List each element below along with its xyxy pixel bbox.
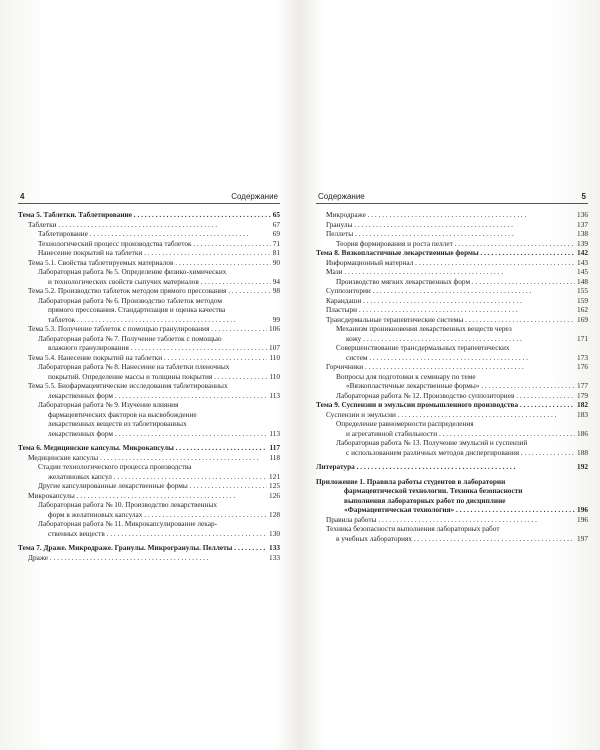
toc-entry [316,220,588,230]
toc-page-number: 159 [577,295,588,305]
toc-entry [18,248,280,258]
toc-entry-title: Приложение 1. Правила работы студентов в лаборатории [316,476,506,486]
toc-entry-title: кожу . . . [346,334,575,344]
toc-page-number: 65 [272,210,280,219]
toc-entry-title: Тема 5.3. Получение таблеток с помощью гранулирования . . . [28,324,267,334]
toc-page-number: 169 [577,314,588,324]
toc-entry-title: фармацевтической технологии. Техника безопасности [344,486,523,495]
toc-entry [18,296,280,306]
toc-page-number: 113 [269,428,280,438]
toc-entry [18,429,280,439]
toc-entry-title: Лабораторная работа № 11. Микрокапсулирование лекар- [38,519,218,528]
toc-page-number: 118 [269,452,280,462]
toc-entry-title: Определение равномерности распределения [336,419,474,428]
toc-page-number: 142 [577,248,588,257]
toc-page-number: 107 [269,343,280,352]
toc-entry [316,210,588,220]
toc-entry [18,553,280,563]
toc-entry-title: Технологический процесс производства таблеток . . . [38,239,271,249]
toc-page-number: 186 [577,428,588,438]
toc-entry-title: Пластыри . . . [326,305,575,315]
toc-entry [18,277,280,287]
toc-entry-title: Лабораторная работа № 6. Производство таблеток методом [38,295,222,305]
toc-entry-title: желатиновых капсул . . . [48,472,267,482]
toc-entry [18,519,280,529]
toc-entry [316,534,588,544]
toc-entry-title: Микродраже . . . [326,210,575,220]
toc-entry [18,315,280,325]
toc-page-number: 98 [272,286,280,295]
toc-entry-title: Лабораторная работа № 8. Нанесение на таблетки пленочных [38,362,230,371]
toc-page-number: 196 [577,514,588,524]
toc-entry [18,510,280,520]
toc-entry [316,324,588,334]
toc-entry-title: Гранулы . . . [326,220,575,230]
toc-entry-title: Тема 7. Драже. Микродраже. Гранулы. Микрогранулы. Пеллеты . . . [18,543,267,553]
toc-entry [316,505,588,515]
right-page [316,190,588,543]
toc-entry [316,524,588,534]
toc-page-number: 106 [269,324,280,333]
toc-entry-title: выполнения лабораторных работ по дисциплине [344,495,506,505]
toc-entry [18,353,280,363]
toc-page-number: 137 [577,219,588,229]
toc-page-number: 179 [577,390,588,400]
toc-entry-title: лекарственных форм . . . [48,429,267,439]
toc-entry-title: Совершенствование трансдермальных терапевтических [336,343,510,352]
toc-entry [18,334,280,344]
toc-entry [18,258,280,268]
toc-entry-title: Теория формирования и роста пеллет . . . [336,239,575,249]
toc-entry [316,296,588,306]
toc-entry-title: лекарственных веществ из таблетированных [48,419,187,428]
toc-entry [316,438,588,448]
toc-entry-title: форм в желатиновых капсулах . . . [48,510,267,520]
toc-page-number: 130 [269,528,280,538]
toc-entry [18,543,280,553]
toc-entry-title: Техника безопасности выполнения лабораторных работ [326,524,500,533]
toc-entry-title: Лабораторная работа № 5. Определение физико-химических [38,267,227,276]
toc-entry-title: Вопросы для подготовки к семинару по теме [336,371,476,381]
toc-entry [18,410,280,420]
toc-entry [316,315,588,325]
toc-page-number: 192 [577,462,588,471]
toc-entry [18,400,280,410]
toc-page-number: 128 [269,509,280,519]
toc-page-number: 94 [272,276,280,286]
toc-entry-title: в учебных лабораториях . . . [336,534,575,544]
toc-entry [316,372,588,382]
toc-entry [18,491,280,501]
toc-entry-title: Суспензии и эмульсии . . . [326,410,575,420]
toc-page-number: 143 [577,257,588,267]
toc-entry-title: Тема 5. Таблетки. Таблетирование . . . [18,210,271,220]
left-page-header [18,190,280,204]
toc-entry-title: Тема 5.5. Биофармацевтические исследования таблетированных [28,381,228,390]
toc-entry [18,453,280,463]
toc-entry [316,462,588,472]
left-page [18,190,280,562]
left-page-number: 4 [20,192,25,201]
toc-page-number: 133 [269,543,280,552]
toc-entry-title: и технологических свойств сыпучих материалов . . . [48,277,271,287]
toc-entry [316,496,588,506]
toc-entry-title: Микрокапсулы . . . [28,491,267,501]
toc-entry [316,248,588,258]
toc-page-number: 155 [577,286,588,295]
toc-page-number: 117 [269,443,280,452]
toc-entry [316,362,588,372]
toc-entry [18,462,280,472]
toc-entry-title: Другие капсулированные лекарственные формы . . . [38,481,267,491]
toc-entry [316,239,588,249]
toc-page-number: 176 [577,362,588,371]
toc-entry-title: влажного гранулирования . . . [48,343,267,353]
toc-entry [316,267,588,277]
toc-entry-title: Механизм проникновения лекарственных веществ через [336,324,512,333]
toc-entry [18,210,280,220]
toc-page-number: 126 [269,490,280,500]
toc-entry-title: Лабораторная работа № 9. Изучение влияния [38,400,179,409]
toc-entry-title: Стадии технологического процесса производства [38,462,192,471]
toc-entry [316,334,588,344]
toc-page-number: 81 [272,248,280,257]
toc-entry [316,353,588,363]
toc-entry-title: «Вязкопластичные лекарственные формы» . . . [346,381,575,391]
toc-entry [18,324,280,334]
toc-page-number: 145 [577,267,588,276]
toc-page-number: 110 [269,371,280,381]
right-header-title: Содержание [318,192,365,201]
toc-entry-title: Медицинские капсулы . . . [28,453,267,463]
toc-entry-title: Карандаши . . . [326,296,575,306]
toc-entry [18,419,280,429]
toc-page-number: 125 [269,481,280,490]
toc-entry [18,220,280,230]
toc-entry [316,429,588,439]
toc-entry [18,305,280,315]
toc-entry [316,419,588,429]
toc-entry [18,472,280,482]
toc-entry-title: таблеток . . . [48,315,271,325]
toc-entry-title: Нанесение покрытий на таблетки . . . [38,248,271,258]
toc-entry-title: Тема 5.1. Свойства таблетируемых материалов . . . [28,258,271,268]
toc-entry [18,529,280,539]
toc-entry [316,258,588,268]
toc-entry-title: Лабораторная работа № 13. Получение эмульсий и суспензий [336,438,528,447]
toc-page-number: 197 [577,533,588,543]
toc-entry [316,343,588,353]
toc-page-number: 99 [272,314,280,324]
toc-entry-title: Тема 5.2. Производство таблеток методом прямого прессования . . . [28,286,271,296]
toc-page-number: 183 [577,409,588,419]
right-toc [316,210,588,543]
toc-entry [316,486,588,496]
toc-entry [18,443,280,453]
toc-page-number: 110 [269,352,280,362]
toc-page-number: 121 [269,471,280,481]
toc-page-number: 171 [577,333,588,343]
toc-entry-title: Суппозитории . . . [326,286,575,296]
toc-entry-title: систем . . . [346,353,575,363]
toc-page-number: 162 [577,305,588,314]
toc-page-number: 196 [577,505,588,514]
toc-entry [316,400,588,410]
toc-entry-title: Лабораторная работа № 7. Получение таблеток с помощью [38,333,222,343]
toc-entry-title: Горчичники . . . [326,362,575,372]
toc-page-number: 133 [269,552,280,562]
toc-entry-title: Лабораторная работа № 10. Производство лекарственных [38,500,218,509]
toc-entry-title: покрытий. Определение массы и толщины покрытия . . . [48,372,267,382]
toc-page-number: 182 [577,400,588,409]
toc-entry-title: Тема 6. Медицинские капсулы. Микрокапсулы . . . [18,443,267,453]
toc-entry-title: и агрегативной стабильности . . . [346,429,575,439]
toc-entry [18,239,280,249]
toc-page-number: 177 [577,381,588,390]
toc-entry-title: Информационный материал . . . [326,258,575,268]
toc-entry-title: Правила работы . . . [326,515,575,525]
toc-entry [18,267,280,277]
toc-page-number: 148 [577,276,588,286]
toc-entry [316,515,588,525]
toc-entry-title: прямого прессования. Стандартизация и оценка качества [48,305,226,314]
toc-entry-title: с использованием различных методов диспергирования . . . [346,448,575,458]
toc-page-number: 71 [272,238,280,248]
toc-entry [316,448,588,458]
toc-page-number: 139 [577,238,588,248]
toc-entry-title: Таблетирование . . . [38,229,271,239]
toc-entry-title: Таблетки . . . [28,220,271,230]
toc-entry [316,229,588,239]
toc-entry [316,477,588,487]
toc-entry-title: Лабораторная работа № 12. Производство суппозиториев . . . [336,391,575,401]
toc-entry [18,481,280,491]
toc-entry [316,381,588,391]
toc-entry-title: Мази . . . [326,267,575,277]
toc-entry-title: Пеллеты . . . [326,229,575,239]
left-header-title: Содержание [231,192,278,201]
toc-entry [18,343,280,353]
left-toc [18,210,280,562]
toc-page-number: 90 [272,257,280,267]
toc-entry [18,381,280,391]
toc-page-number: 173 [577,352,588,362]
toc-entry-title: Трансдермальные терапевтические системы . . . [326,315,575,325]
toc-entry-title: ственных веществ . . . [48,529,267,539]
toc-entry-title: Тема 5.4. Нанесение покрытий на таблетки . . . [28,353,267,363]
toc-entry-title: фармацевтических факторов на высвобождение [48,409,197,419]
toc-entry [316,410,588,420]
toc-entry [18,286,280,296]
toc-entry-title: Литература . . . [316,462,575,472]
toc-entry [316,277,588,287]
toc-entry [18,229,280,239]
toc-entry [18,500,280,510]
toc-entry-title: Тема 9. Суспензии и эмульсии промышленного производства . . . [316,400,575,410]
toc-entry [18,362,280,372]
toc-entry [18,372,280,382]
toc-entry-title: лекарственных форм . . . [48,391,267,401]
toc-page-number: 136 [577,210,588,219]
toc-entry [316,305,588,315]
toc-entry-title: Тема 8. Вязкопластичные лекарственные формы . . . [316,248,575,258]
toc-entry-title: «Фармацевтическая технология» . . . [344,505,575,515]
toc-page-number: 113 [269,390,280,400]
right-page-number: 5 [581,192,586,201]
right-page-header [316,190,588,204]
toc-page-number: 67 [272,219,280,229]
toc-page-number: 69 [272,229,280,238]
toc-entry-title: Производство мягких лекарственных форм . . . [336,277,575,287]
toc-entry [316,286,588,296]
toc-page-number: 138 [577,229,588,238]
toc-entry [18,391,280,401]
toc-entry [316,391,588,401]
toc-entry-title: Драже . . . [28,553,267,563]
toc-page-number: 188 [577,447,588,457]
